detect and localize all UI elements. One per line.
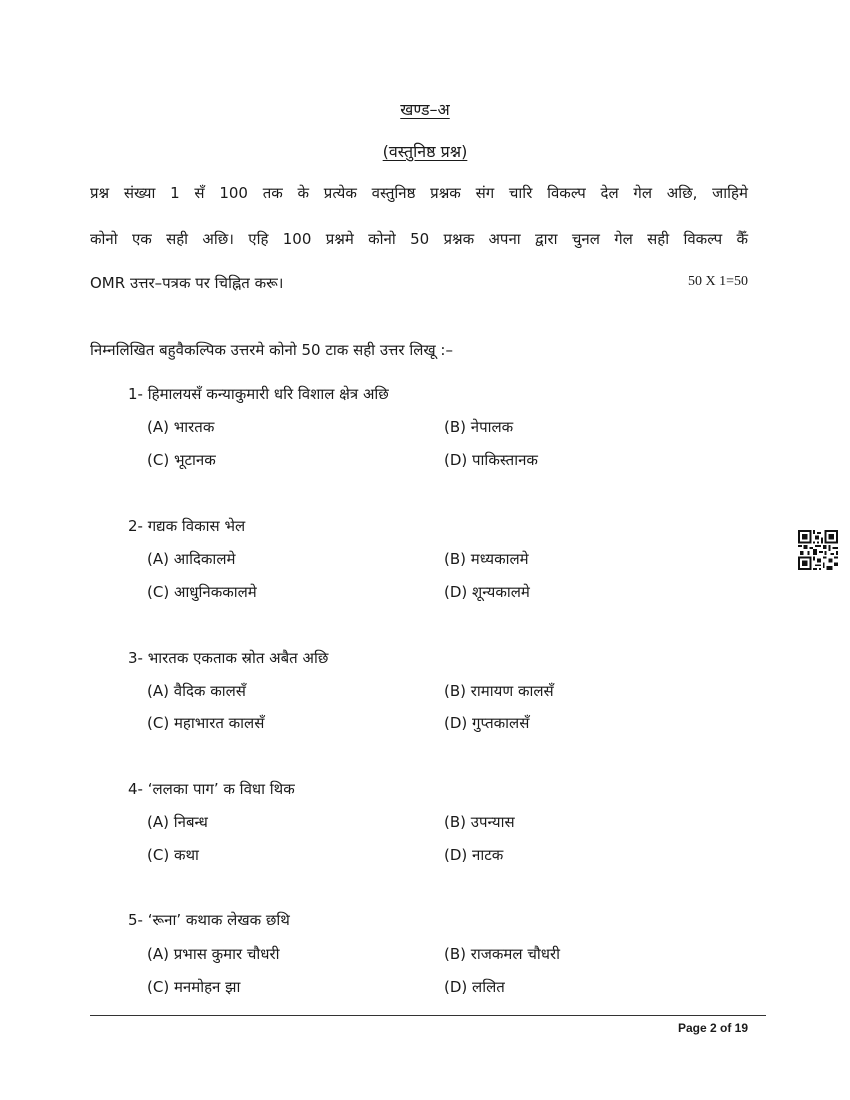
- question-stem: 5- ‘रूना’ कथाक लेखक छथि: [128, 911, 290, 929]
- option-b: (B) उपन्यास: [444, 813, 515, 831]
- option-c: (C) मनमोहन झा: [147, 978, 241, 996]
- option-b: (B) रामायण कालसँ: [444, 682, 554, 700]
- directive: निम्नलिखित बहुवैकल्पिक उत्तरमे कोनो 50 टाक सही उत्तर लिखू :–: [90, 341, 453, 359]
- question-stem: 3- भारतक एकताक स्रोत अबैत अछि: [128, 649, 329, 667]
- option-c: (C) भूटानक: [147, 451, 216, 469]
- option-d: (D) ललित: [444, 978, 505, 996]
- instruction-line-2: कोनो एक सही अछि। एहि 100 प्रश्नमे कोनो 50 प्रश्नक अपना द्वारा चुनल गेल सही विकल्प कैँ: [90, 230, 748, 248]
- option-a: (A) वैदिक कालसँ: [147, 682, 246, 700]
- option-c: (C) कथा: [147, 846, 199, 864]
- option-b: (B) राजकमल चौधरी: [444, 945, 560, 963]
- question-stem: 2- गद्यक विकास भेल: [128, 517, 246, 535]
- option-d: (D) शून्यकालमे: [444, 583, 530, 601]
- option-b: (B) नेपालक: [444, 418, 514, 436]
- option-d: (D) गुप्तकालसँ: [444, 714, 530, 732]
- instruction-line-1: प्रश्न संख्या 1 सँ 100 तक के प्रत्येक वस्तुनिष्ठ प्रश्नक संग चारि विकल्प देल गेल अछि, जाहिमे: [90, 184, 748, 202]
- page-number: Page 2 of 19: [677, 1021, 748, 1035]
- option-d: (D) नाटक: [444, 846, 504, 864]
- option-a: (A) प्रभास कुमार चौधरी: [147, 945, 280, 963]
- option-c: (C) महाभारत कालसँ: [147, 714, 265, 732]
- option-a: (A) भारतक: [147, 418, 215, 436]
- section-title: खण्ड–अ: [400, 100, 450, 119]
- option-a: (A) निबन्ध: [147, 813, 208, 831]
- footer-divider: [90, 1015, 766, 1016]
- question-stem: 1- हिमालयसँ कन्याकुमारी धरि विशाल क्षेत्र अछि: [128, 385, 389, 403]
- option-c: (C) आधुनिककालमे: [147, 583, 257, 601]
- option-d: (D) पाकिस्तानक: [444, 451, 538, 469]
- option-a: (A) आदिकालमे: [147, 550, 236, 568]
- instruction-line-3: OMR उत्तर–पत्रक पर चिह्नित करू।: [90, 274, 284, 292]
- section-subtitle: (वस्तुनिष्ठ प्रश्न): [382, 142, 468, 161]
- marks-scheme: 50 X 1=50: [687, 274, 748, 289]
- qr-code-icon: [798, 530, 838, 570]
- option-b: (B) मध्यकालमे: [444, 550, 529, 568]
- question-stem: 4- ‘ललका पाग’ क विधा थिक: [128, 780, 295, 798]
